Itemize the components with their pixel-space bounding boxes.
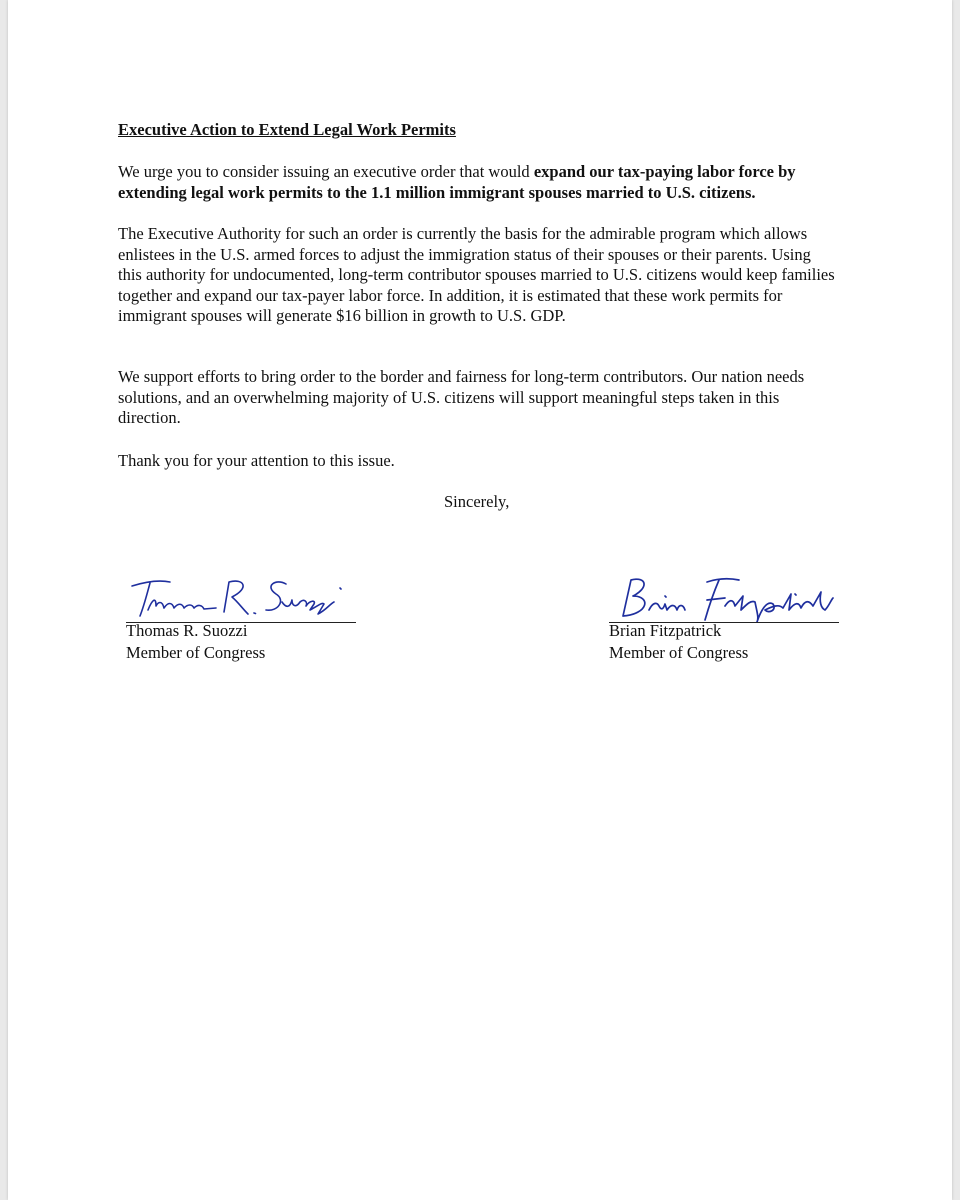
signature-block-suozzi [126,570,356,664]
signer-name-suozzi: Thomas R. Suozzi [126,621,248,640]
signer-name-fitzpatrick: Brian Fitzpatrick [609,621,722,640]
paragraph-request-plain: We urge you to consider issuing an executive order that would [118,162,534,181]
letter-page [8,0,952,1200]
paragraph-thanks: Thank you for your attention to this issue. [118,451,395,470]
signature-suozzi-icon [126,570,356,622]
letter-heading: Executive Action to Extend Legal Work Permits [118,120,456,139]
signer-title-suozzi: Member of Congress [126,643,266,662]
paragraph-request-bold: expand our tax-paying labor force by extending legal work permits to the 1.1 million immigrant spouses married to U.S. citizens. [118,162,796,202]
signature-block-fitzpatrick [609,570,839,664]
signer-title-fitzpatrick: Member of Congress [609,643,749,662]
paragraph-request [118,162,838,203]
closing-salutation: Sincerely, [444,492,510,511]
paragraph-authority: The Executive Authority for such an order is currently the basis for the admirable program which allows enlistees in the U.S. armed forces to adjust the immigration status of their spouses or their parents. Using this authority for undocumented, long-term contributor spouses married to U.S. citizens would keep families together and expand our tax-payer labor force. In addition, it is estimated that these work permits for immigrant spouses will generate $16 billion in growth to U.S. GDP. [118,224,835,325]
paragraph-support: We support efforts to bring order to the border and fairness for long-term contributors. Our nation needs solutions, and an overwhelming majority of U.S. citizens will support meaningful steps taken in this direction. [118,367,805,427]
signature-fitzpatrick-icon [609,570,839,622]
